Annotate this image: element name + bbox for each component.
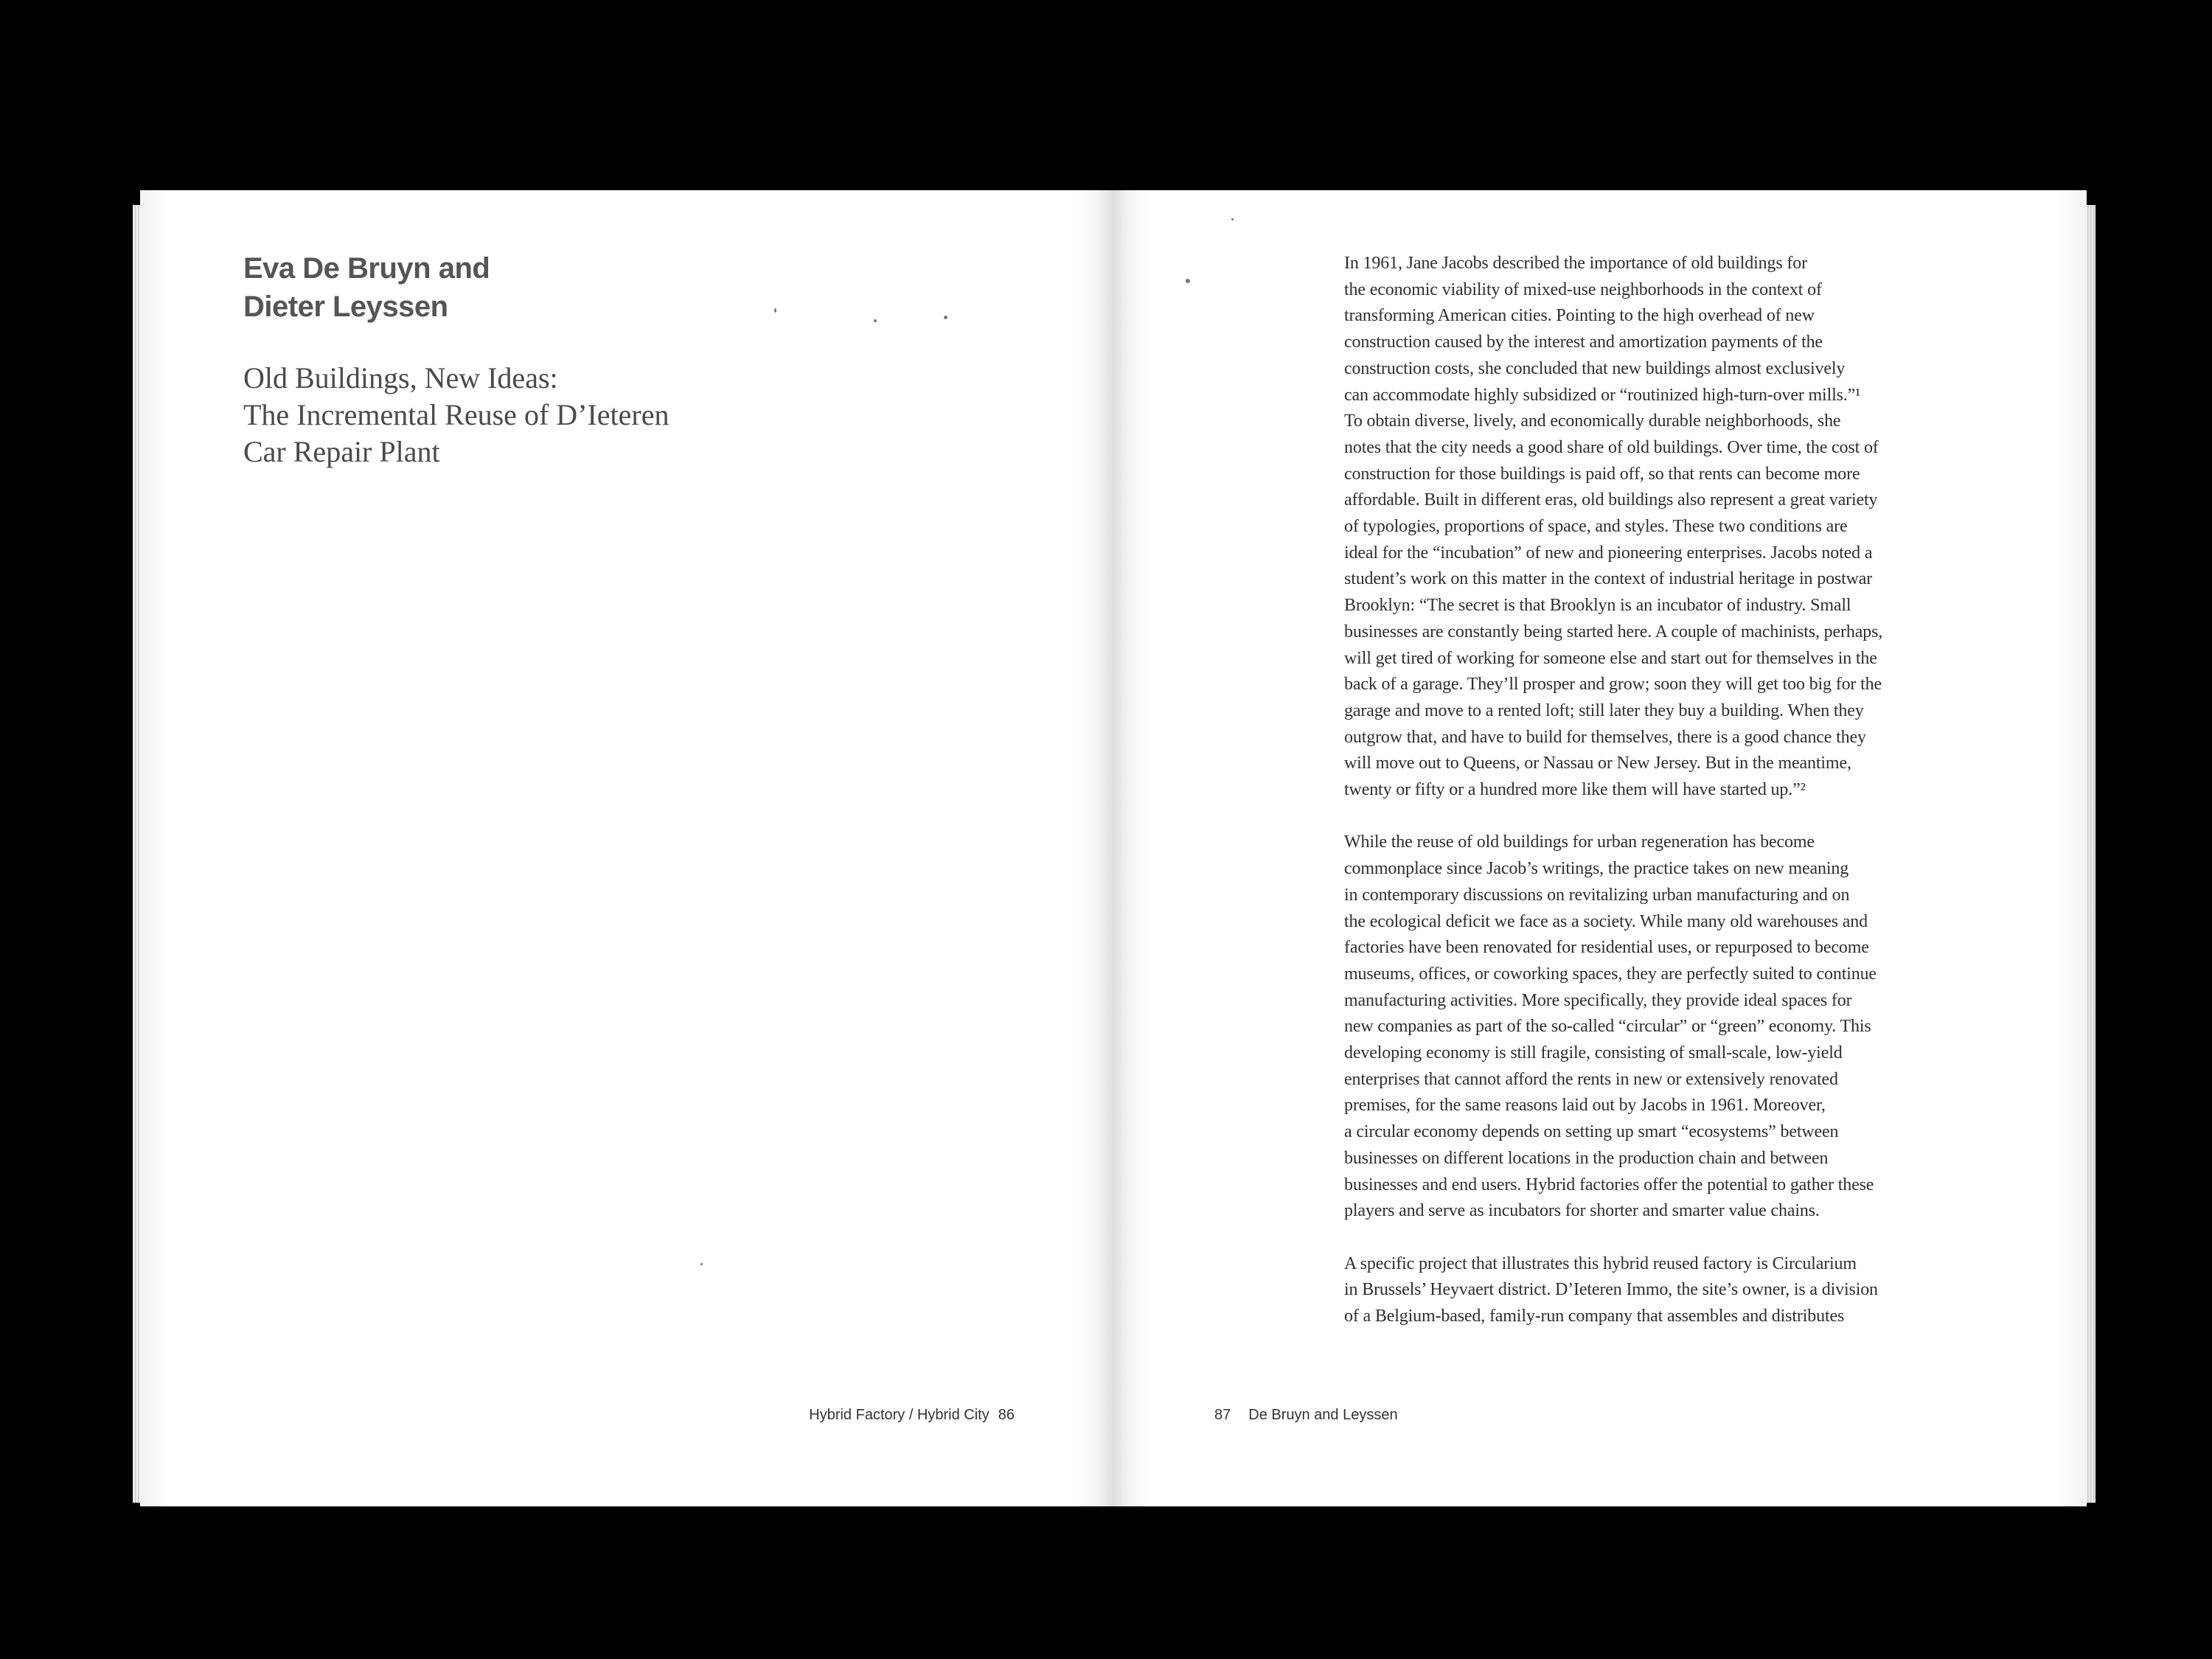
left-page-number: 86 (998, 1407, 1015, 1423)
paragraph (1344, 830, 2000, 1225)
text-line: construction for those buildings is paid off, so that rents can become more (1344, 464, 1860, 484)
left-running-footer (809, 1407, 1023, 1424)
text-line: ideal for the “incubation” of new and pioneering enterprises. Jacobs noted a (1344, 543, 1873, 563)
text-line: garage and move to a rented loft; still later they buy a building. When they (1344, 700, 1864, 720)
title-line: Car Repair Plant (243, 435, 440, 468)
text-line: In 1961, Jane Jacobs described the importance of old buildings for (1344, 254, 1807, 273)
text-line: businesses on different locations in the production chain and between (1344, 1148, 1829, 1168)
text-line: players and serve as incubators for shorter and smarter value chains. (1344, 1201, 1820, 1221)
scan-speck (1231, 218, 1234, 220)
text-line: To obtain diverse, lively, and economically durable neighborhoods, she (1344, 411, 1841, 431)
book-title-footer: Hybrid Factory / Hybrid City (809, 1407, 990, 1423)
text-line: in contemporary discussions on revitalizing urban manufacturing and on (1344, 885, 1850, 905)
scan-speck (700, 1263, 703, 1265)
text-line: manufacturing activities. More specifically, they provide ideal spaces for (1344, 990, 1852, 1010)
text-line: commonplace since Jacob’s writings, the practice takes on new meaning (1344, 859, 1849, 879)
text-line: will move out to Queens, or Nassau or New Jersey. But in the meantime, (1344, 754, 1851, 773)
paragraph (1344, 1251, 2000, 1330)
text-line: the ecological deficit we face as a society. While many old warehouses and (1344, 911, 1868, 931)
author-line: Eva De Bruyn and (243, 252, 490, 285)
text-line: A specific project that illustrates this hybrid reused factory is Circularium (1344, 1253, 1857, 1273)
author-line: Dieter Leyssen (243, 291, 448, 323)
text-line: developing economy is still fragile, consisting of small-scale, low-yield (1344, 1043, 1843, 1063)
text-line: can accommodate highly subsidized or “routinized high-turn-over mills.”¹ (1344, 385, 1861, 405)
text-line: outgrow that, and have to build for themselves, there is a good chance they (1344, 727, 1866, 747)
article-title (243, 360, 669, 470)
text-line: will get tired of working for someone else and start out for themselves in the (1344, 648, 1877, 668)
scan-speck (1186, 279, 1190, 283)
text-line: Brooklyn: “The secret is that Brooklyn is an incubator of industry. Small (1344, 596, 1851, 616)
text-line: new companies as part of the so-called “circular” or “green” economy. This (1344, 1017, 1871, 1037)
text-line: construction caused by the interest and amortization payments of the (1344, 333, 1823, 352)
text-line: of a Belgium-based, family-run company that assembles and distributes (1344, 1307, 1845, 1326)
text-line: factories have been renovated for residential uses, or repurposed to become (1344, 938, 1869, 958)
book-gutter (1099, 190, 1128, 1506)
text-line: museums, offices, or coworking spaces, they are perfectly suited to continue (1344, 964, 1877, 984)
paragraph (1344, 251, 2000, 804)
text-line: student’s work on this matter in the context of industrial heritage in postwar (1344, 569, 1873, 589)
right-running-footer (1214, 1407, 1398, 1424)
scan-speck (944, 316, 947, 319)
text-line: construction costs, she concluded that new buildings almost exclusively (1344, 358, 1846, 378)
title-line: The Incremental Reuse of D’Ieteren (243, 398, 669, 431)
authors-footer: De Bruyn and Leyssen (1248, 1407, 1398, 1423)
author-names (243, 249, 490, 326)
right-page-number: 87 (1214, 1407, 1231, 1423)
right-page-body-text (1344, 251, 2000, 1330)
text-line: a circular economy depends on setting up smart “ecosystems” between (1344, 1122, 1839, 1142)
text-line: While the reuse of old buildings for urban regeneration has become (1344, 832, 1815, 852)
text-line: notes that the city needs a good share of old buildings. Over time, the cost of (1344, 437, 1879, 457)
scan-speck (874, 319, 877, 322)
text-line: back of a garage. They’ll prosper and grow; soon they will get too big for the (1344, 675, 1882, 695)
text-line: in Brussels’ Heyvaert district. D’Ieteren Immo, the site’s owner, is a division (1344, 1280, 1878, 1300)
text-line: enterprises that cannot afford the rents in new or extensively renovated (1344, 1069, 1838, 1089)
text-line: businesses and end users. Hybrid factories offer the potential to gather these (1344, 1175, 1874, 1194)
text-line: the economic viability of mixed-use neighborhoods in the context of (1344, 279, 1822, 299)
text-line: affordable. Built in different eras, old buildings also represent a great variety (1344, 490, 1878, 510)
text-line: businesses are constantly being started here. A couple of machinists, perhaps, (1344, 622, 1883, 641)
title-line: Old Buildings, New Ideas: (243, 361, 558, 394)
text-line: premises, for the same reasons laid out by Jacobs in 1961. Moreover, (1344, 1096, 1826, 1116)
text-line: twenty or fifty or a hundred more like them will have started up.”² (1344, 780, 1806, 800)
scan-speck (774, 308, 776, 313)
text-line: of typologies, proportions of space, and styles. These two conditions are (1344, 517, 1848, 537)
left-page (140, 190, 1113, 1506)
text-line: transforming American cities. Pointing to the high overhead of new (1344, 306, 1815, 326)
